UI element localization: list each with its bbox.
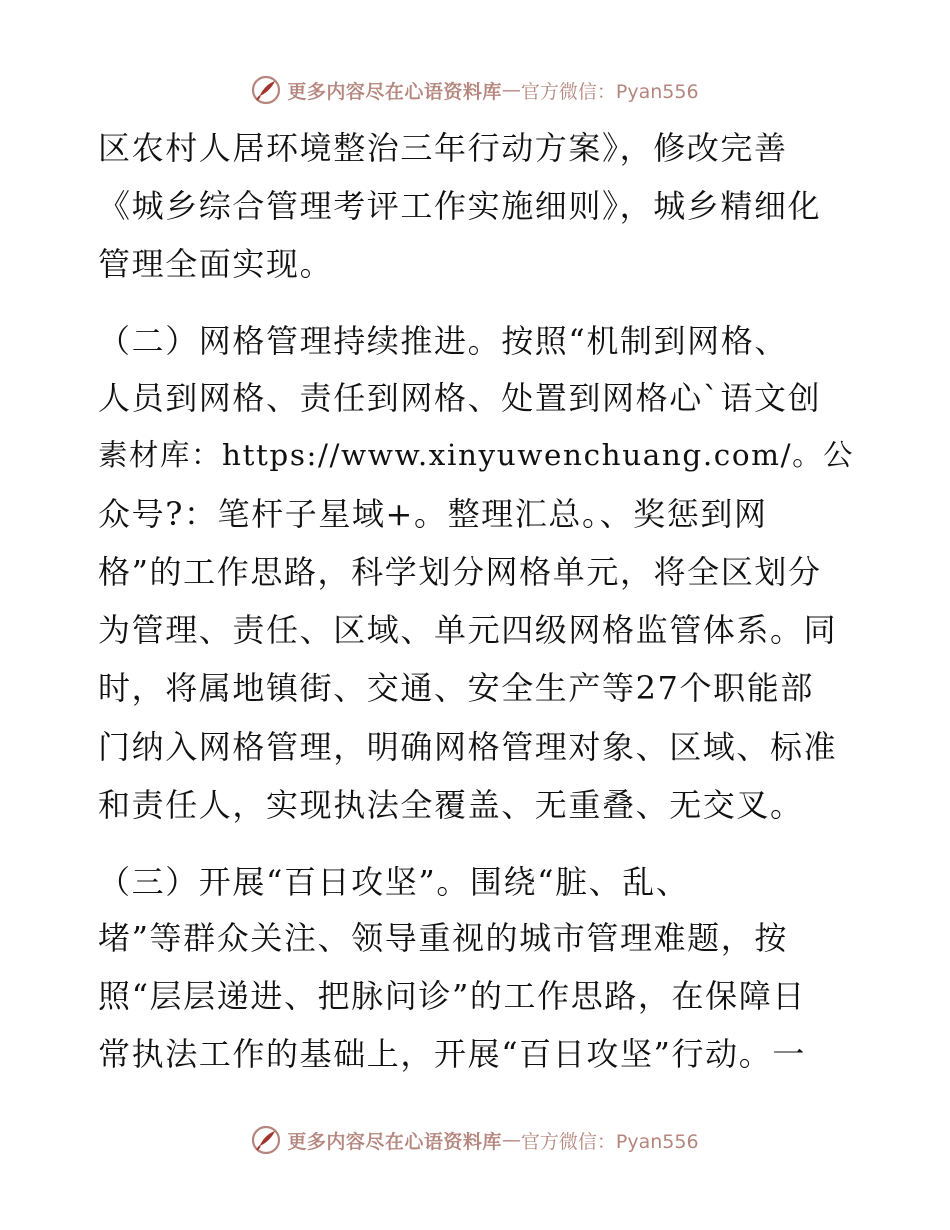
text-line: 管理全面实现。 xyxy=(98,245,334,283)
feather-pen-logo-icon xyxy=(251,75,281,105)
text-line: 众号?：笔杆子星域+。整理汇总。、奖惩到网 xyxy=(98,495,768,533)
header-watermark-banner xyxy=(0,70,950,110)
text-line: （三）开展“百日攻坚”。围绕“脏、乱、 xyxy=(98,863,690,901)
text-line: （二）网格管理持续推进。按照“机制到网格、 xyxy=(98,322,788,360)
banner-title: 更多内容尽在心语资料库 xyxy=(287,1130,502,1153)
text-line: 《城乡综合管理考评工作实施细则》，城乡精细化 xyxy=(98,187,822,225)
feather-pen-logo-icon xyxy=(251,1125,281,1155)
text-line: 格”的工作思路，科学划分网格单元，将全区划分 xyxy=(98,553,822,591)
text-line: 常执法工作的基础上，开展“百日攻坚”行动。一 xyxy=(98,1035,806,1073)
banner-separator: — xyxy=(501,79,521,101)
banner-title: 更多内容尽在心语资料库 xyxy=(287,80,502,103)
text-line: 区农村人居环境整治三年行动方案》，修改完善 xyxy=(98,129,788,167)
banner-wechat-id: 官方微信：Pyan556 xyxy=(520,80,699,103)
text-line: 时，将属地镇街、交通、安全生产等27个职能部 xyxy=(98,669,814,707)
text-line: 为管理、责任、区域、单元四级网格监管体系。同 xyxy=(98,611,838,649)
text-line: 和责任人，实现执法全覆盖、无重叠、无交叉。 xyxy=(98,786,804,824)
text-line: 照“层层递进、把脉问诊”的工作思路，在保障日 xyxy=(98,977,806,1015)
banner-separator: — xyxy=(501,1129,521,1151)
text-line: 素材库：https://www.xinyuwenchuang.com/。公 xyxy=(98,438,855,472)
text-line: 人员到网格、责任到网格、处置到网格心`语文创 xyxy=(98,379,822,417)
banner-wechat-id: 官方微信：Pyan556 xyxy=(520,1130,699,1153)
footer-watermark-banner xyxy=(0,1120,950,1160)
text-line: 门纳入网格管理，明确网格管理对象、区域、标准 xyxy=(98,728,838,766)
text-line: 堵”等群众关注、领导重视的城市管理难题，按 xyxy=(98,919,788,957)
